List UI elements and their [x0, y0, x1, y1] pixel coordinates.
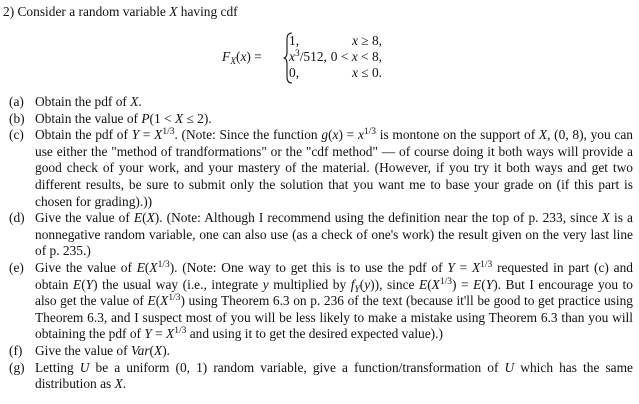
cdf-case-row: [222, 33, 422, 49]
question-list: [9, 94, 633, 393]
cdf-case-condition: 0 < x < 8,: [330, 49, 382, 64]
question-label: (f): [9, 342, 23, 358]
cdf-case-value: $x^3/512$,: [289, 49, 327, 64]
question-label: (b): [9, 110, 25, 126]
question-label: (d): [9, 210, 25, 226]
question-text: Letting U be a uniform (0, 1) random variable, give a function/transformation of U which has the same distribution as X.: [35, 359, 633, 392]
cdf-case-row: [222, 65, 422, 81]
question-item: [9, 343, 633, 360]
question-text: Obtain the pdf of X.: [35, 94, 142, 109]
question-text: Obtain the value of P(1 < X ≤ 2).: [35, 110, 212, 126]
cdf-case-value: 0,: [289, 65, 300, 80]
cdf-case-condition: x ≤ 0.: [351, 65, 382, 80]
cdf-lhs: $F_X(x)$ =: [222, 49, 262, 67]
question-text: Give the value of Var(X).: [35, 342, 171, 358]
problem-title: 2) Consider a random variable X having cdf: [3, 4, 238, 19]
question-item: [9, 260, 633, 343]
question-item: [9, 127, 633, 210]
question-text: Give the value of $E(X^{1/3})$. (Note: One way to get this is to use the pdf of $Y = X^{1/3}$ requested in part (c) and obtain E(Y) the usual way (i.e., integrate y multiplied by $f_Y(y)$), since $E(X^{1/3}) = E(Y)$. But I encourage you to also get the value of $E(X^{1/3})$ using Theorem 6.3 on p. 236 of the text (because it'll be good to get practice using Theorem 6.3, and I suspect most of you will be less likely to make a mistake using Theorem 6.3 than you will obtaining the pdf of $Y = X^{1/3}$ and using it to get the desired expected value).): [35, 259, 633, 342]
question-item: [9, 210, 633, 260]
question-label: (a): [9, 94, 24, 109]
cdf-case-value: 1,: [289, 33, 300, 48]
question-label: (e): [9, 259, 24, 275]
question-item: [9, 360, 633, 393]
question-text: Give the value of E(X). (Note: Although I recommend using the definition near the top of p. 233, since X is a nonnegative random variable, one can also use (as a check of one's work) the result given on the very last line of p. 235.): [35, 210, 633, 259]
question-item: [9, 94, 633, 111]
cdf-case-row: [222, 49, 422, 65]
question-text: Obtain the pdf of $Y = X^{1/3}$. (Note: Since the function $g(x) = x^{1/3}$ is montone on the support of X, (0, 8), you can use either the "method of trandformations" or the "cdf method" — of course doing it both ways will provide a good check of your work, and your mastery of the material. (However, if you try it both ways and get two different results, be sure to submit only the solution that you want me to base your grade on (if this part is chosen for grading).)): [35, 127, 633, 209]
question-item: [9, 111, 633, 128]
cdf-case-condition: x ≥ 8,: [351, 33, 382, 48]
question-label: (c): [9, 127, 24, 143]
question-label: (g): [9, 359, 25, 375]
